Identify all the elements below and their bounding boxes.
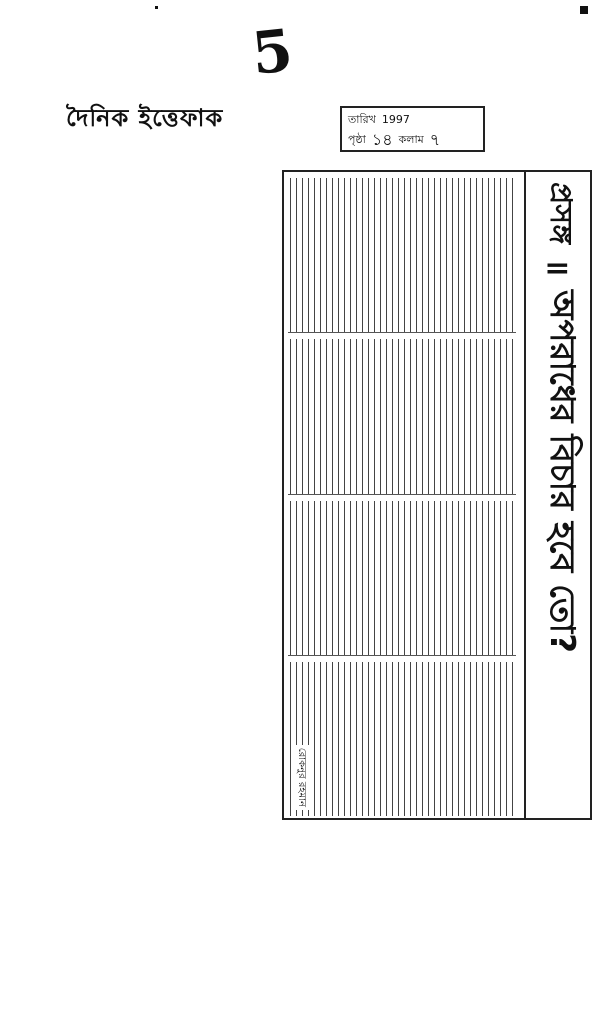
stamp-date-row [348,110,477,130]
section-label: প্রসঙ্গ [543,182,579,245]
stamp-page-row [348,130,477,150]
date-stamp [340,106,485,152]
stamp-column-label: কলাম [398,133,424,146]
article-column [288,178,516,333]
stamp-page-value: ১৪ [371,130,393,149]
article-byline: রোকনুর রহমান [292,745,309,810]
newspaper-clipping [282,170,592,820]
stamp-page-label: পৃষ্ঠা [348,133,366,146]
scan-speck [580,6,588,14]
article-column [288,501,516,656]
article-headline: অপরাধের বিচার হবে তো? [542,290,583,654]
stamp-date-value: 1997 [381,113,410,126]
headline-band [524,172,592,820]
clipping-rotated-content [284,172,592,820]
headline-separator: ॥ [540,258,576,277]
stamp-column-value: ৭ [429,130,441,149]
article-column [288,339,516,494]
newspaper-name: দৈনিক ইত্তেফাক [66,104,224,132]
scan-speck [155,6,158,9]
article-column [288,662,516,816]
article-body [284,172,520,820]
stamp-date-label: তারিখ [348,113,376,126]
handwritten-page-number: 5 [248,16,296,88]
